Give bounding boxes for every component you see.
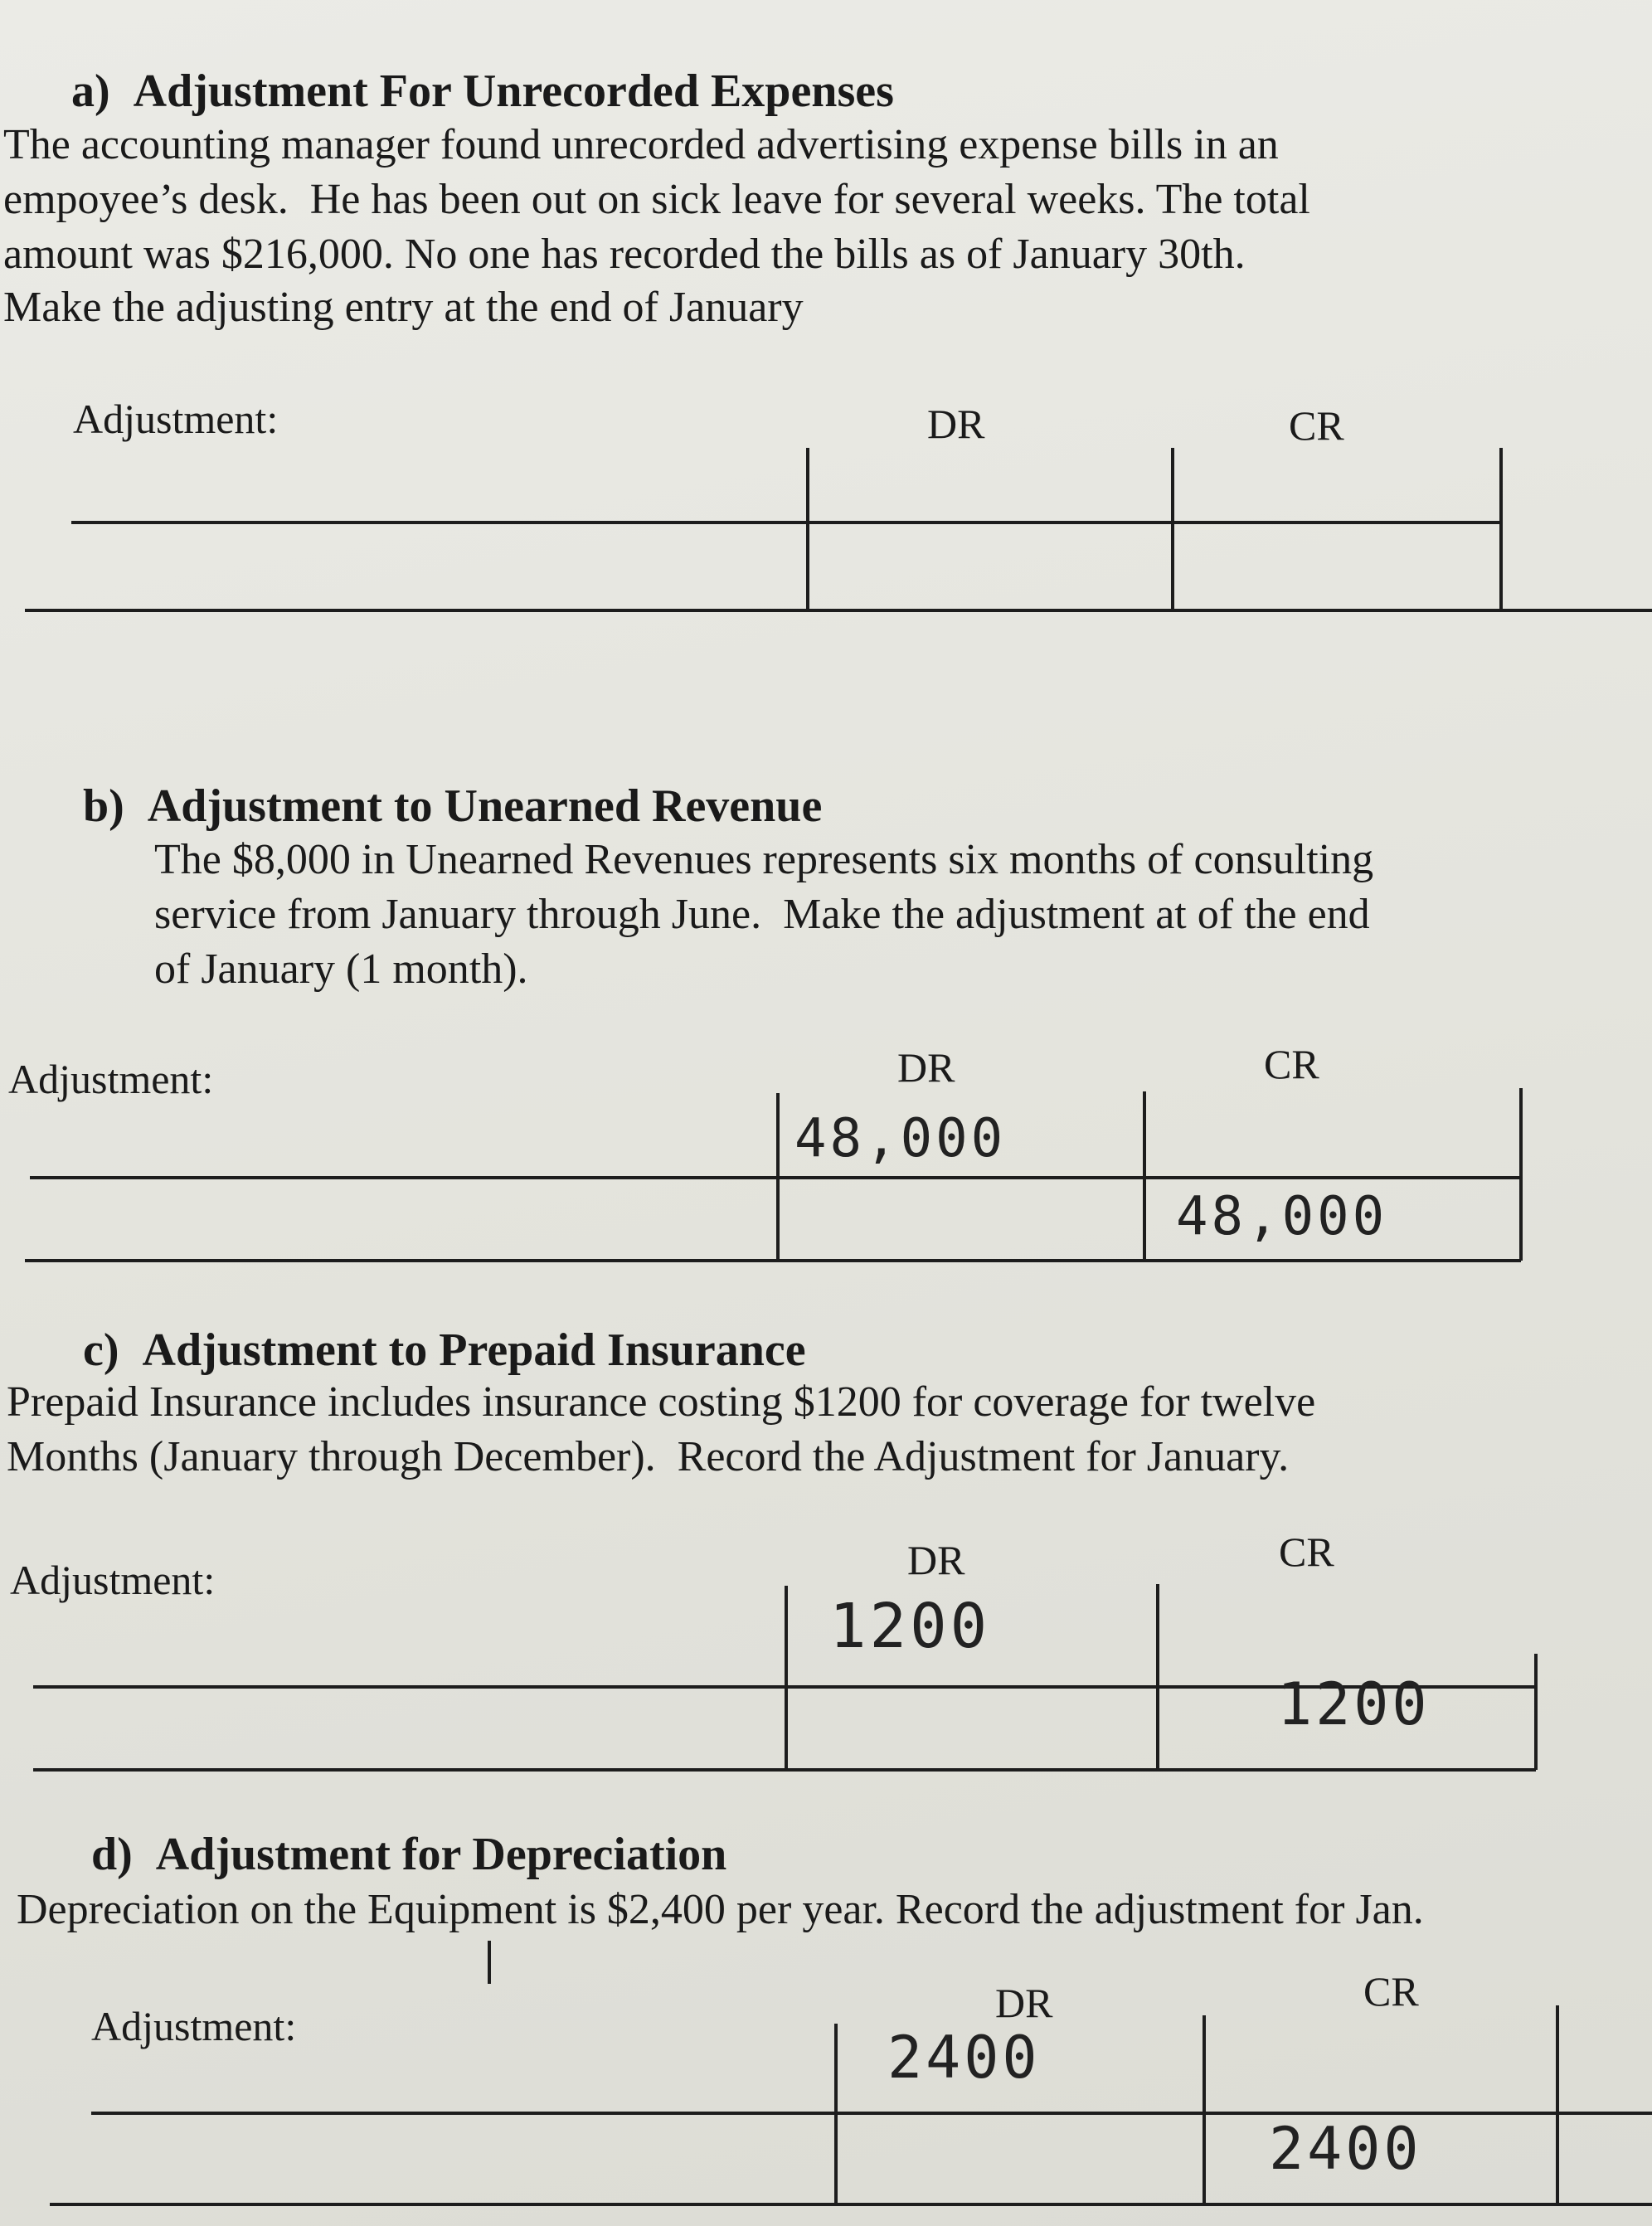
section-a-column-divider xyxy=(1171,448,1174,610)
section-d-line-1: Depreciation on the Equipment is $2,400 per year. Record the adjustment for Jan. xyxy=(17,1886,1424,1933)
section-b-line-3: of January (1 month). xyxy=(154,945,528,993)
section-c-adjustment-label: Adjustment: xyxy=(10,1557,216,1603)
section-d-dr-value: 2400 xyxy=(887,2024,1041,2092)
section-b-line-2: service from January through June. Make the adjustment at of the end xyxy=(154,891,1370,938)
section-b-line-1: The $8,000 in Unearned Revenues represents six months of consulting xyxy=(154,836,1374,883)
section-a-heading: a) Adjustment For Unrecorded Expenses xyxy=(71,66,894,117)
section-b-dr-column-border xyxy=(776,1093,780,1261)
section-b-entry-line-2 xyxy=(25,1259,1521,1262)
section-b-cr-column-border xyxy=(1519,1088,1523,1261)
section-d-dr-column-border xyxy=(834,2024,838,2204)
section-a-dr-column-border xyxy=(806,448,809,610)
section-a-line-4: Make the adjusting entry at the end of January xyxy=(3,284,804,331)
section-b-heading: b) Adjustment to Unearned Revenue xyxy=(83,780,823,832)
section-d-heading: d) Adjustment for Depreciation xyxy=(91,1829,727,1880)
section-b-entry-line-1 xyxy=(30,1176,1521,1179)
section-a-line-3: amount was $216,000. No one has recorded the bills as of January 30th. xyxy=(3,231,1246,278)
section-c-heading: c) Adjustment to Prepaid Insurance xyxy=(83,1324,806,1376)
section-d-column-divider xyxy=(1203,2015,1206,2204)
section-d-entry-line-2 xyxy=(50,2203,1652,2206)
section-b-cr-value: 48,000 xyxy=(1176,1186,1388,1247)
section-d-cr-column-border xyxy=(1556,2005,1559,2204)
section-b-dr-value: 48,000 xyxy=(794,1108,1007,1169)
section-a-cr-label: CR xyxy=(1289,402,1344,449)
section-c-cr-value: 1200 xyxy=(1277,1670,1431,1738)
section-a-adjustment-label: Adjustment: xyxy=(73,396,279,442)
section-c-line-1: Prepaid Insurance includes insurance costing $1200 for coverage for twelve xyxy=(7,1378,1316,1426)
section-a-entry-line-1 xyxy=(71,521,1501,524)
section-b-column-divider xyxy=(1143,1091,1146,1261)
section-c-dr-column-border xyxy=(785,1586,788,1770)
pen-mark xyxy=(488,1941,491,1984)
section-a-line-1: The accounting manager found unrecorded advertising expense bills in an xyxy=(3,121,1279,168)
section-b-cr-label: CR xyxy=(1264,1041,1319,1087)
section-d-adjustment-label: Adjustment: xyxy=(91,2003,297,2049)
section-d-dr-label: DR xyxy=(995,1980,1053,2026)
section-a-entry-line-2 xyxy=(25,609,1652,612)
section-d-cr-value: 2400 xyxy=(1269,2115,1422,2183)
section-a-dr-label: DR xyxy=(927,401,985,447)
section-c-column-divider xyxy=(1156,1584,1159,1770)
section-a-line-2: empoyee’s desk. He has been out on sick leave for several weeks. The total xyxy=(3,176,1310,223)
section-c-dr-label: DR xyxy=(907,1537,965,1583)
section-b-adjustment-label: Adjustment: xyxy=(8,1056,214,1102)
section-c-cr-label: CR xyxy=(1279,1529,1334,1575)
section-b-dr-label: DR xyxy=(897,1044,955,1091)
section-c-cr-column-border xyxy=(1534,1654,1538,1770)
section-a-cr-column-border xyxy=(1499,448,1503,610)
section-d-cr-label: CR xyxy=(1363,1968,1419,2015)
section-c-line-2: Months (January through December). Record the Adjustment for January. xyxy=(7,1433,1290,1480)
section-c-dr-value: 1200 xyxy=(829,1591,991,1662)
